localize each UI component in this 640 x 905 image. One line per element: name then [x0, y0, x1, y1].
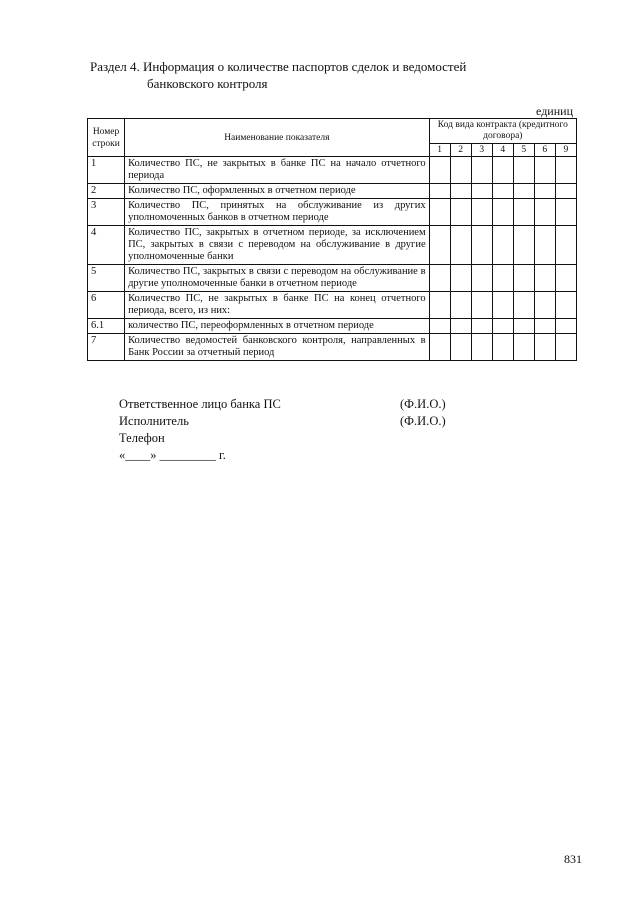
units-label: единиц — [536, 104, 573, 118]
value-cell-code-2 — [450, 265, 471, 292]
value-cell-code-3 — [471, 184, 492, 199]
row-indicator-name: Количество ПС, закрытых в отчетном периоде, за исключением ПС, закрытых в связи с переводом на обслуживание в другие уполномоченные банки — [125, 226, 430, 265]
header-code-6: 6 — [534, 144, 555, 157]
header-code-9: 9 — [555, 144, 576, 157]
row-number: 6 — [88, 292, 125, 319]
header-contract-code: Код вида контракта (кредитного договора) — [429, 119, 576, 144]
value-cell-code-9 — [555, 157, 576, 184]
header-row-number: Номер строки — [88, 119, 125, 157]
value-cell-code-1 — [429, 184, 450, 199]
row-number: 6.1 — [88, 319, 125, 334]
executor-label: Исполнитель — [119, 414, 189, 428]
table-row — [88, 334, 577, 361]
responsible-label: Ответственное лицо банка ПС — [119, 397, 281, 411]
row-indicator-name: Количество ПС, не закрытых в банке ПС на начало отчетного периода — [125, 157, 430, 184]
value-cell-code-4 — [492, 184, 513, 199]
value-cell-code-2 — [450, 292, 471, 319]
value-cell-code-4 — [492, 199, 513, 226]
header-code-2: 2 — [450, 144, 471, 157]
value-cell-code-9 — [555, 226, 576, 265]
responsible-row — [119, 396, 519, 413]
value-cell-code-2 — [450, 157, 471, 184]
value-cell-code-2 — [450, 319, 471, 334]
value-cell-code-5 — [513, 199, 534, 226]
header-code-4: 4 — [492, 144, 513, 157]
value-cell-code-2 — [450, 334, 471, 361]
value-cell-code-5 — [513, 184, 534, 199]
date-row — [119, 447, 519, 464]
row-number: 5 — [88, 265, 125, 292]
value-cell-code-1 — [429, 334, 450, 361]
value-cell-code-9 — [555, 184, 576, 199]
value-cell-code-9 — [555, 265, 576, 292]
value-cell-code-5 — [513, 292, 534, 319]
value-cell-code-9 — [555, 199, 576, 226]
row-indicator-name: Количество ПС, закрытых в связи с переводом на обслуживание в другие уполномоченные банки в отчетном периоде — [125, 265, 430, 292]
table-row — [88, 265, 577, 292]
value-cell-code-2 — [450, 184, 471, 199]
phone-label: Телефон — [119, 431, 165, 445]
row-indicator-name: количество ПС, переоформленных в отчетном периоде — [125, 319, 430, 334]
value-cell-code-5 — [513, 226, 534, 265]
row-number: 7 — [88, 334, 125, 361]
value-cell-code-3 — [471, 157, 492, 184]
value-cell-code-6 — [534, 226, 555, 265]
value-cell-code-1 — [429, 292, 450, 319]
value-cell-code-6 — [534, 292, 555, 319]
value-cell-code-6 — [534, 199, 555, 226]
phone-row — [119, 430, 519, 447]
value-cell-code-3 — [471, 292, 492, 319]
value-cell-code-3 — [471, 319, 492, 334]
executor-fio: (Ф.И.О.) — [400, 414, 446, 428]
value-cell-code-2 — [450, 226, 471, 265]
date-line: «____» _________ г. — [119, 448, 226, 462]
value-cell-code-4 — [492, 292, 513, 319]
executor-row — [119, 413, 519, 430]
header-row — [88, 119, 577, 144]
value-cell-code-3 — [471, 226, 492, 265]
responsible-fio: (Ф.И.О.) — [400, 397, 446, 411]
row-number: 2 — [88, 184, 125, 199]
section-title-line1: Раздел 4. Информация о количестве паспортов сделок и ведомостей — [90, 59, 467, 74]
section-title-line2: банковского контроля — [147, 76, 268, 91]
row-number: 1 — [88, 157, 125, 184]
header-code-1: 1 — [429, 144, 450, 157]
value-cell-code-3 — [471, 265, 492, 292]
value-cell-code-6 — [534, 265, 555, 292]
table-row — [88, 226, 577, 265]
value-cell-code-3 — [471, 334, 492, 361]
value-cell-code-5 — [513, 265, 534, 292]
value-cell-code-6 — [534, 334, 555, 361]
value-cell-code-4 — [492, 334, 513, 361]
signature-block — [119, 396, 519, 464]
report-table — [87, 118, 577, 361]
header-code-3: 3 — [471, 144, 492, 157]
value-cell-code-1 — [429, 226, 450, 265]
value-cell-code-1 — [429, 319, 450, 334]
header-indicator-name: Наименование показателя — [125, 119, 430, 157]
value-cell-code-6 — [534, 157, 555, 184]
value-cell-code-4 — [492, 265, 513, 292]
row-number: 3 — [88, 199, 125, 226]
section-title — [90, 58, 550, 92]
value-cell-code-9 — [555, 319, 576, 334]
table-row — [88, 184, 577, 199]
table-row — [88, 292, 577, 319]
value-cell-code-1 — [429, 199, 450, 226]
value-cell-code-6 — [534, 184, 555, 199]
report-body — [88, 157, 577, 361]
header-code-5: 5 — [513, 144, 534, 157]
value-cell-code-5 — [513, 334, 534, 361]
value-cell-code-4 — [492, 157, 513, 184]
value-cell-code-5 — [513, 319, 534, 334]
row-indicator-name: Количество ПС, оформленных в отчетном периоде — [125, 184, 430, 199]
value-cell-code-6 — [534, 319, 555, 334]
value-cell-code-1 — [429, 157, 450, 184]
table-row — [88, 157, 577, 184]
value-cell-code-2 — [450, 199, 471, 226]
table-row — [88, 199, 577, 226]
value-cell-code-9 — [555, 334, 576, 361]
row-number: 4 — [88, 226, 125, 265]
value-cell-code-5 — [513, 157, 534, 184]
row-indicator-name: Количество ведомостей банковского контроля, направленных в Банк России за отчетный период — [125, 334, 430, 361]
value-cell-code-9 — [555, 292, 576, 319]
value-cell-code-3 — [471, 199, 492, 226]
value-cell-code-4 — [492, 226, 513, 265]
page-number: 831 — [564, 852, 582, 866]
row-indicator-name: Количество ПС, принятых на обслуживание из других уполномоченных банков в отчетном периоде — [125, 199, 430, 226]
value-cell-code-4 — [492, 319, 513, 334]
row-indicator-name: Количество ПС, не закрытых в банке ПС на конец отчетного периода, всего, из них: — [125, 292, 430, 319]
table-row — [88, 319, 577, 334]
value-cell-code-1 — [429, 265, 450, 292]
